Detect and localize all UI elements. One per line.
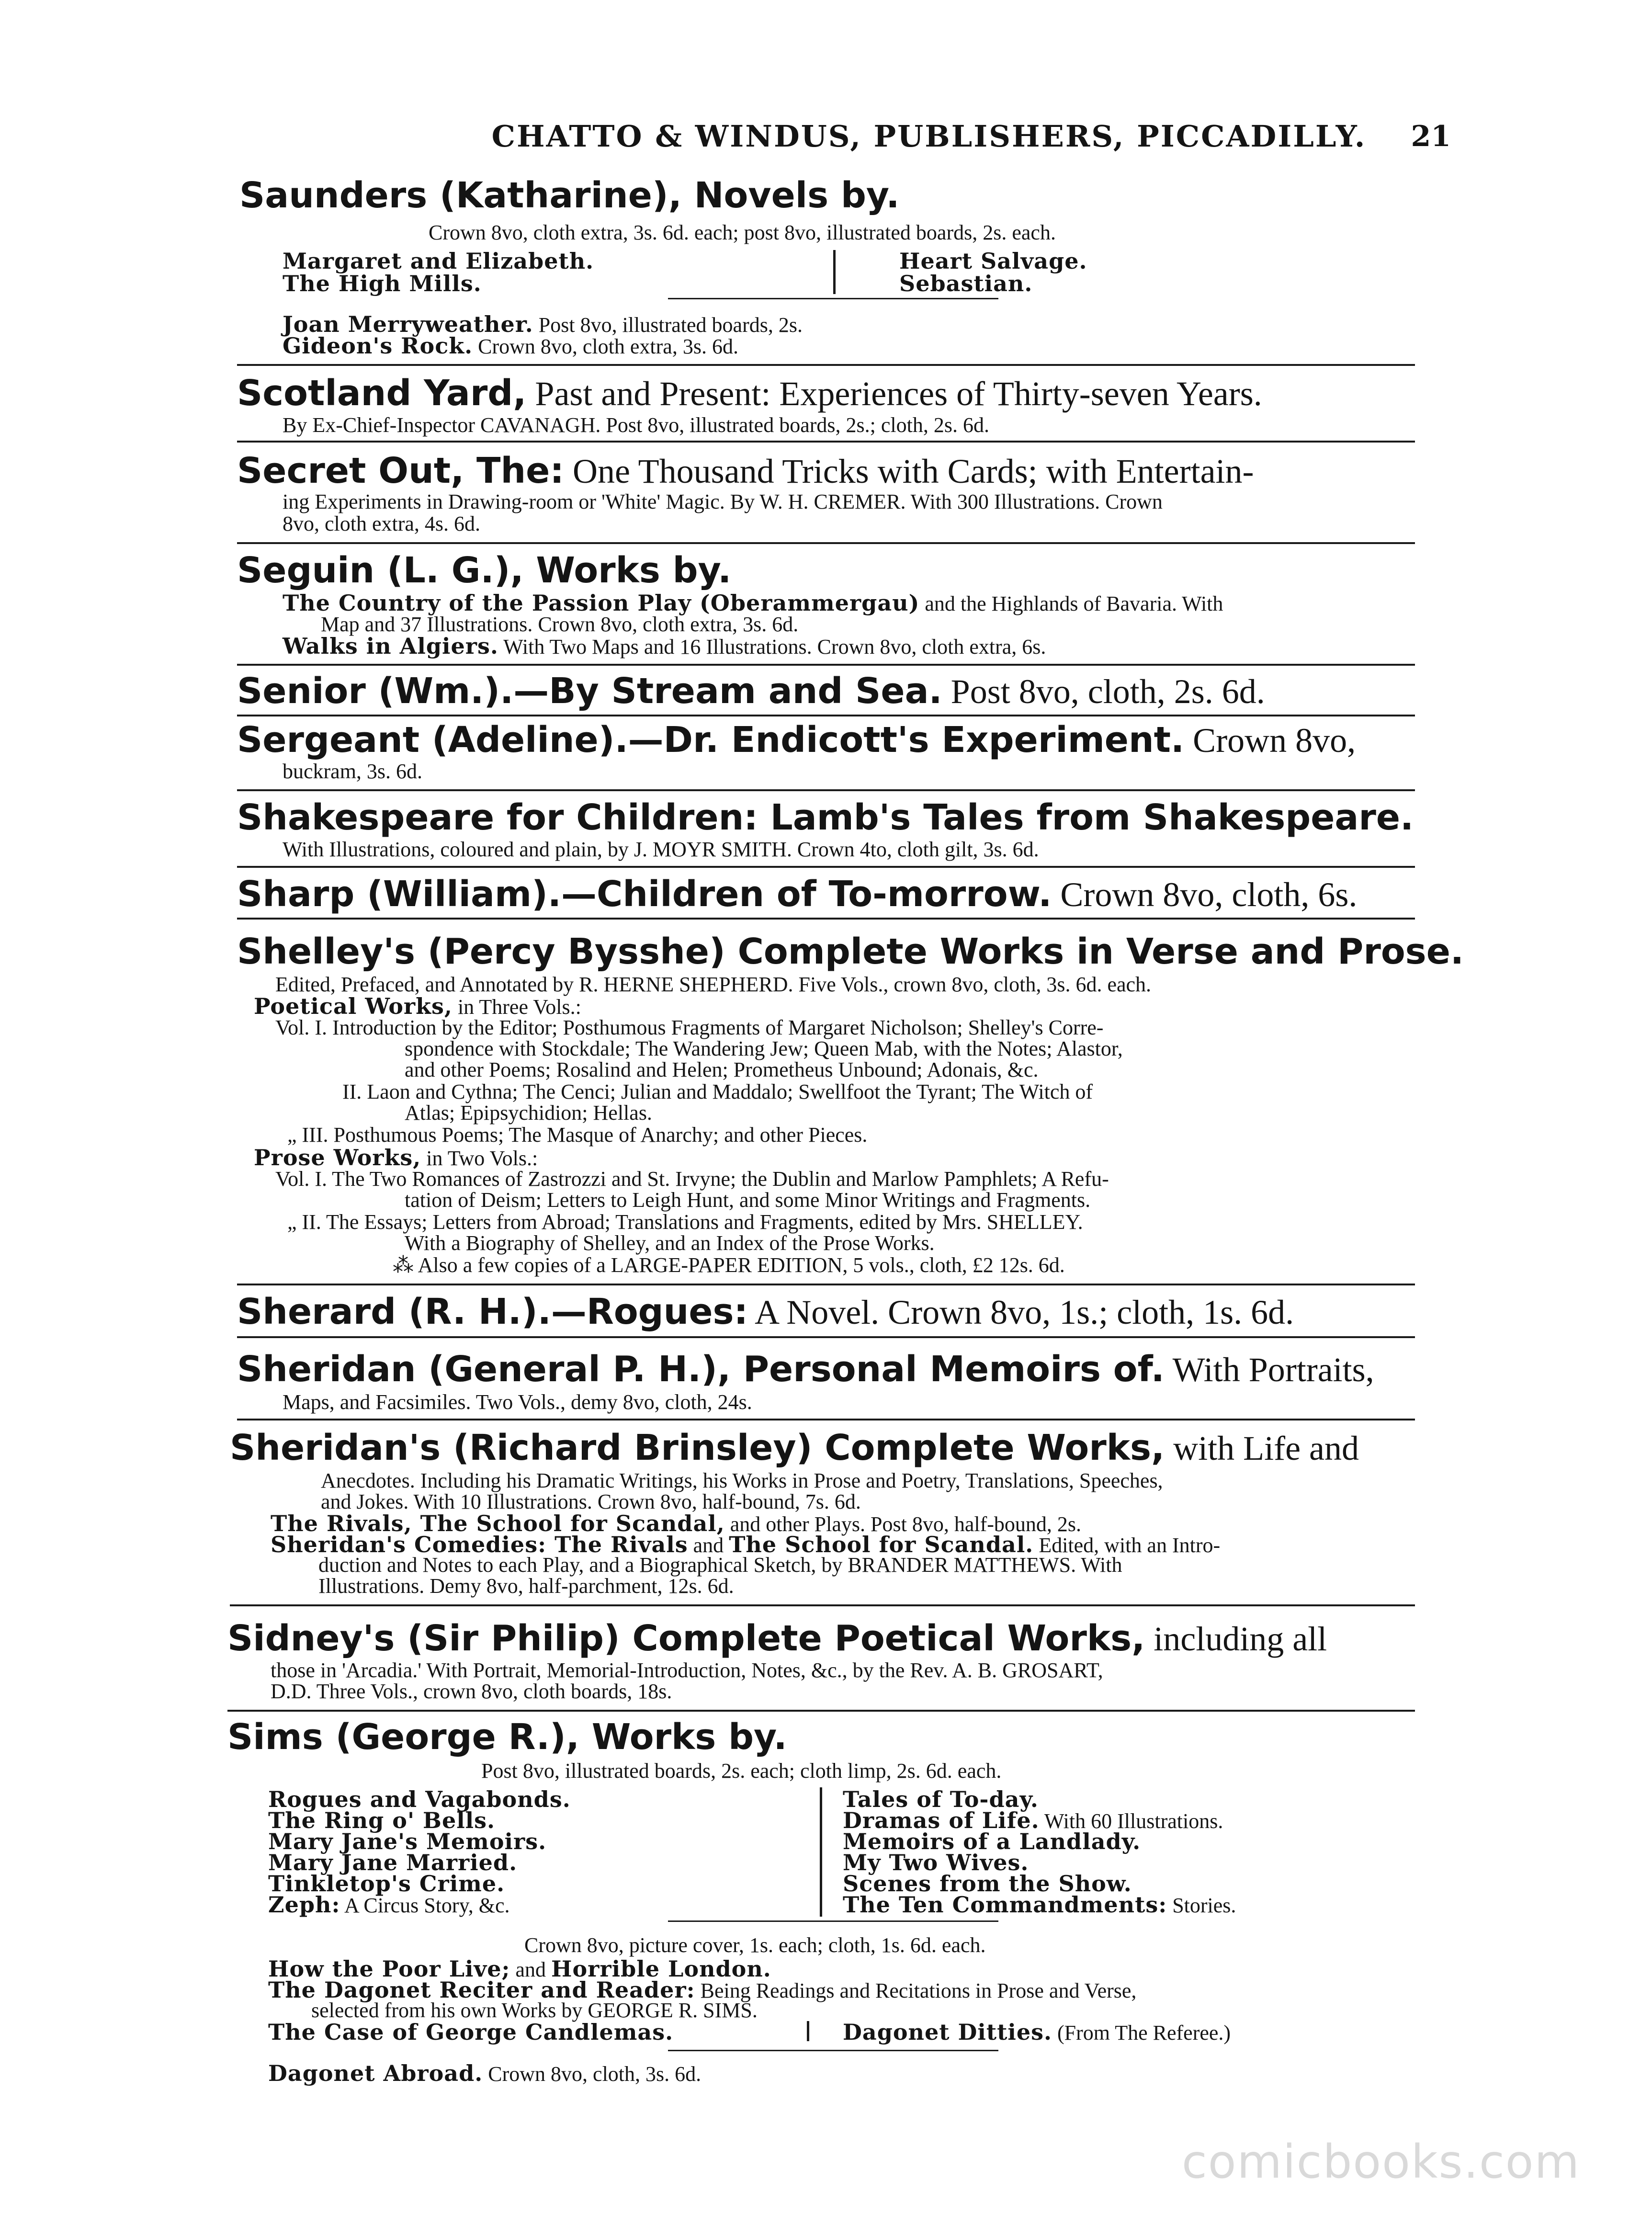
running-header: CHATΤO & WINDUS, PUBLISHERS, PICCADILLY. — [491, 119, 1367, 154]
entry-heading: Sheridan's (Richard Brinsley) Complete Works, — [230, 1427, 1165, 1468]
subsection-title: Prose Works, — [254, 1145, 421, 1170]
volume-line: „ II. The Essays; Letters from Abroad; Translations and Fragments, edited by Mrs. SHELLEY. — [287, 1210, 1083, 1234]
book-title: Rogues and Vagabonds. — [268, 1786, 571, 1812]
section-rule — [237, 542, 1415, 544]
book-title: Zeph: — [268, 1892, 340, 1918]
book-title: Dagonet Abroad. — [268, 2060, 483, 2086]
section-rule — [237, 866, 1415, 868]
book-title: Dramas of Life. — [843, 1807, 1040, 1833]
book-title: The High Mills. — [283, 271, 482, 296]
column-divider — [833, 250, 836, 294]
book-title: Memoirs of a Landlady. — [843, 1829, 1141, 1854]
watermark: comicbooks.com — [1181, 2135, 1580, 2189]
entry-description: buckram, 3s. 6d. — [283, 760, 423, 783]
entry-subtitle: A Novel. Crown 8vo, 1s.; cloth, 1s. 6d. — [748, 1293, 1294, 1331]
entry-description: and Jokes. With 10 Illustrations. Crown 8vo, half-bound, 7s. 6d. — [321, 1490, 861, 1513]
book-title: Mary Jane Married. — [268, 1850, 518, 1875]
book-detail: Being Readings and Recitations in Prose and Verse, — [695, 1979, 1137, 2002]
volume-line: Atlas; Epipsychidion; Hellas. — [405, 1101, 652, 1125]
section-rule — [227, 1710, 1415, 1712]
entry-heading-line — [237, 719, 1356, 761]
entry-description: Edited, Prefaced, and Annotated by R. HERNE SHEPHERD. Five Vols., crown 8vo, cloth, 3s. 6d. each. — [275, 973, 1152, 996]
entry-heading: Sharp (William).—Children of To-morrow. — [237, 874, 1052, 915]
entry-heading: Scotland Yard, — [237, 373, 527, 414]
volume-line: Vol. I. The Two Romances of Zastrozzi and St. Irvyne; the Dublin and Marlow Pamphlets; A Refu- — [275, 1167, 1109, 1191]
section-rule — [237, 918, 1415, 920]
entry-description: D.D. Three Vols., crown 8vo, cloth boards, 18s. — [271, 1680, 672, 1703]
entry-heading: Sims (George R.), Works by. — [227, 1716, 787, 1758]
book-title: The Case of George Candlemas. — [268, 2019, 674, 2045]
column-divider — [820, 1787, 822, 1917]
section-rule — [237, 789, 1415, 791]
book-detail: Illustrations. Demy 8vo, half-parchment, 12s. 6d. — [318, 1574, 734, 1598]
volume-line: Vol. I. Introduction by the Editor; Posthumous Fragments of Margaret Nicholson; Shelley's Corre- — [275, 1016, 1104, 1039]
book-detail: With Two Maps and 16 Illustrations. Crown 8vo, cloth extra, 6s. — [498, 635, 1046, 659]
entry-heading-line — [237, 450, 1254, 491]
short-rule — [668, 1920, 998, 1922]
book-title: My Two Wives. — [843, 1850, 1029, 1875]
book-detail: Stories. — [1167, 1894, 1236, 1917]
column-divider — [807, 2021, 809, 2041]
book-line — [268, 2060, 701, 2086]
entry-description: those in 'Arcadia.' With Portrait, Memorial-Introduction, Notes, &c., by the Rev. A. B. GROSART, — [271, 1659, 1103, 1682]
entry-description: By Ex-Chief-Inspector CAVANAGH. Post 8vo, illustrated boards, 2s.; cloth, 2s. 6d. — [283, 413, 989, 437]
subsection-detail: in Three Vols.: — [452, 995, 581, 1019]
book-detail: Edited, with an Intro- — [1033, 1534, 1221, 1557]
entry-heading: Sheridan (General P. H.), Personal Memoirs of. — [237, 1349, 1165, 1390]
entry-description: With Illustrations, coloured and plain, by J. MOYR SMITH. Crown 4to, cloth gilt, 3s. 6d. — [283, 838, 1039, 861]
entry-description: Maps, and Facsimiles. Two Vols., demy 8vo, cloth, 24s. — [283, 1390, 752, 1414]
book-title: The Ten Commandments: — [843, 1892, 1167, 1918]
entry-subtitle: Past and Present: Experiences of Thirty-seven Years. — [526, 375, 1262, 413]
book-detail: Post 8vo, illustrated boards, 2s. — [533, 313, 803, 337]
short-rule — [668, 298, 998, 299]
section-rule — [237, 441, 1415, 443]
volume-line: and other Poems; Rosalind and Helen; Prometheus Unbound; Adonais, &c. — [405, 1058, 1039, 1081]
entry-heading: Secret Out, The: — [237, 450, 564, 491]
entry-heading: Senior (Wm.).—By Stream and Sea. — [237, 670, 942, 712]
book-detail: Crown 8vo, cloth, 3s. 6d. — [483, 2062, 702, 2086]
book-title: Sebastian. — [899, 271, 1033, 296]
book-detail: Map and 37 Illustrations. Crown 8vo, cloth extra, 3s. 6d. — [321, 613, 799, 636]
book-title: Tinkletop's Crime. — [268, 1871, 505, 1897]
entry-subtitle: With Portraits, — [1164, 1351, 1374, 1389]
section-rule — [237, 364, 1415, 366]
book-detail: A Circus Story, &c. — [340, 1894, 510, 1917]
short-rule — [668, 2050, 998, 2051]
book-line — [268, 1892, 509, 1918]
page-number: 21 — [1411, 120, 1451, 153]
book-title: The Rivals, The School for Scandal, — [271, 1511, 725, 1536]
entry-subtitle: Crown 8vo, cloth, 6s. — [1052, 875, 1358, 914]
section-rule — [237, 1419, 1415, 1420]
entry-heading: Shakespeare for Children: Lamb's Tales from Shakespeare. — [237, 797, 1414, 838]
book-title: The School for Scandal. — [729, 1532, 1034, 1557]
entry-heading-line — [227, 1618, 1327, 1659]
book-detail: duction and Notes to each Play, and a Biographical Sketch, by BRANDER MATTHEWS. With — [318, 1553, 1122, 1577]
book-title: Tales of To-day. — [843, 1786, 1039, 1812]
entry-subtitle: with Life and — [1165, 1429, 1359, 1467]
book-line — [843, 2019, 1231, 2045]
volume-line: tation of Deism; Letters to Leigh Hunt, and some Minor Writings and Fragments. — [405, 1188, 1091, 1212]
entry-description: Anecdotes. Including his Dramatic Writings, his Works in Prose and Poetry, Translations, Speeches, — [321, 1469, 1163, 1492]
entry-subtitle: One Thousand Tricks with Cards; with Entertain- — [564, 452, 1254, 490]
section-rule — [230, 1604, 1415, 1606]
entry-heading-line — [230, 1427, 1359, 1468]
book-title: Horrible London. — [551, 1956, 771, 1982]
volume-line: II. Laon and Cythna; The Cenci; Julian and Maddalo; Swellfoot the Tyrant; The Witch of — [342, 1080, 1093, 1103]
entry-heading-line — [237, 373, 1262, 414]
book-title: Heart Salvage. — [899, 248, 1087, 274]
entry-heading: Seguin (L. G.), Works by. — [237, 550, 732, 591]
book-line — [283, 633, 1046, 659]
volume-line: With a Biography of Shelley, and an Index of the Prose Works. — [405, 1231, 935, 1255]
book-line — [283, 333, 738, 359]
entry-heading-line — [237, 874, 1357, 915]
section-rule — [237, 664, 1415, 666]
entry-heading: Saunders (Katharine), Novels by. — [239, 175, 900, 216]
entry-description: 8vo, cloth extra, 4s. 6d. — [283, 512, 481, 535]
section-rule — [237, 1284, 1415, 1285]
book-title: Gideon's Rock. — [283, 333, 473, 359]
book-title: How the Poor Live; — [268, 1956, 510, 1982]
book-title: Scenes from the Show. — [843, 1871, 1132, 1897]
section-rule — [237, 715, 1415, 716]
book-title: The Country of the Passion Play (Oberammergau) — [283, 590, 920, 616]
book-detail: selected from his own Works by GEORGE R. SIMS. — [311, 1999, 758, 2022]
book-detail: and the Highlands of Bavaria. With — [919, 592, 1223, 615]
book-title: Walks in Algiers. — [283, 633, 498, 659]
entry-subtitle: Post 8vo, cloth, 2s. 6d. — [942, 672, 1265, 711]
subsection-detail: in Two Vols.: — [421, 1147, 538, 1170]
section-rule — [237, 1336, 1415, 1338]
book-detail: With 60 Illustrations. — [1039, 1809, 1223, 1833]
book-detail: and — [688, 1534, 729, 1557]
book-title: Dagonet Ditties. — [843, 2019, 1052, 2045]
entry-heading: Sergeant (Adeline).—Dr. Endicott's Experiment. — [237, 719, 1185, 761]
book-title: Joan Merryweather. — [283, 311, 533, 337]
subsection-title: Poetical Works, — [254, 993, 453, 1019]
entry-description: Crown 8vo, picture cover, 1s. each; cloth, 1s. 6d. each. — [524, 1933, 986, 1957]
book-title: The Dagonet Reciter and Reader: — [268, 1977, 695, 2003]
book-detail: (From The Referee.) — [1052, 2021, 1231, 2045]
edition-note: ⁂ Also a few copies of a LARGE-PAPER EDITION, 5 vols., cloth, £2 12s. 6d. — [393, 1253, 1065, 1277]
book-title: The Ring o' Bells. — [268, 1807, 496, 1833]
book-detail: Crown 8vo, cloth extra, 3s. 6d. — [473, 335, 738, 358]
volume-line: spondence with Stockdale; The Wandering Jew; Queen Mab, with the Notes; Alastor, — [405, 1037, 1123, 1060]
entry-heading-line — [237, 1291, 1294, 1332]
entry-description: Post 8vo, illustrated boards, 2s. each; cloth limp, 2s. 6d. each. — [481, 1759, 1002, 1783]
entry-heading-line — [237, 1349, 1374, 1390]
entry-subtitle: Crown 8vo, — [1184, 721, 1356, 760]
book-title: Sheridan's Comedies: The Rivals — [271, 1532, 688, 1557]
entry-subtitle: including all — [1145, 1620, 1327, 1658]
volume-line: „ III. Posthumous Poems; The Masque of Anarchy; and other Pieces. — [287, 1123, 868, 1147]
entry-description: ing Experiments in Drawing-room or 'White' Magic. By W. H. CREMER. With 300 Illustrations. Crown — [283, 490, 1163, 513]
book-detail: and other Plays. Post 8vo, half-bound, 2s. — [724, 1512, 1082, 1536]
book-detail: and — [510, 1958, 552, 1981]
entry-heading-line — [237, 670, 1265, 712]
entry-heading: Sidney's (Sir Philip) Complete Poetical Works, — [227, 1618, 1145, 1659]
entry-heading: Sherard (R. H.).—Rogues: — [237, 1291, 748, 1332]
entry-heading: Shelley's (Percy Bysshe) Complete Works in Verse and Prose. — [237, 931, 1464, 972]
book-title: Mary Jane's Memoirs. — [268, 1829, 547, 1854]
book-line — [843, 1892, 1236, 1918]
book-title: Margaret and Elizabeth. — [283, 248, 594, 274]
entry-description: Crown 8vo, cloth extra, 3s. 6d. each; post 8vo, illustrated boards, 2s. each. — [429, 221, 1056, 244]
